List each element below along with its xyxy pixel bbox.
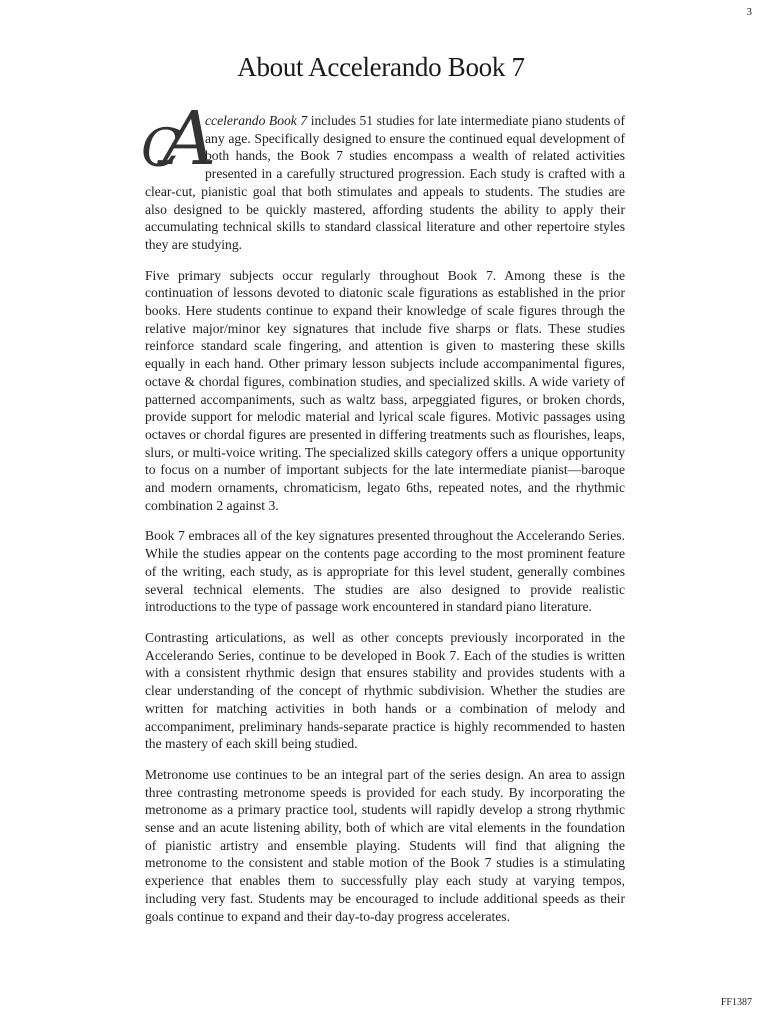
dropcap-letter — [141, 96, 205, 182]
paragraph-metronome: Metronome use continues to be an integral part of the series design. An area to assign three contrasting metronome speeds is provided for each study. By incorporating the metronome as a primary practice tool, students will rapidly develop a strong rhythmic sense and an acute listening ability, both of which are vital elements in the foundation of pianistic artistry and ensemble playing. Students will find that aligning the metronome to the consistent and stable motion of the Book 7 studies is a stimulating experience that enables them to successfully play each study at varying tempos, including very fast. Students may be encouraged to include additional speeds as their goals continue to expand and their day-to-day progress accelerates. — [145, 766, 625, 924]
catalog-code: FF1387 — [720, 997, 752, 1008]
paragraph-articulations: Contrasting articulations, as well as other concepts previously incorporated in the Accelerando Series, continue to be developed in Book 7. Each of the studies is written with a consistent rhythmic design that ensures stability and provides students with a clear understanding of the concept of rhythmic subdivision. Whether the studies are written for matching activities in both hands or a combination of melody and accompaniment, preliminary hands-separate practice is highly recommended to hasten the mastery of each skill being studied. — [145, 629, 625, 752]
article-body — [141, 96, 626, 938]
page-title: About Accelerando Book 7 — [237, 52, 525, 82]
book-title-italic: ccelerando Book 7 — [205, 113, 308, 128]
paragraph-primary-subjects: Five primary subjects occur regularly throughout Book 7. Among these is the continuation of lessons devoted to diatonic scale figurations as established in the prior books. Here students continue to expand their knowledge of scale figures through the relative major/minor key signatures that include five sharps or flats. These studies reinforce standard scale fingering, and attention is given to mastering these skills equally in each hand. Other primary lesson subjects include accompanimental figures, octave & chordal figures, combination studies, and specialized skills. A wide variety of patterned accompaniments, such as waltz bass, arpeggiated figures, or broken chords, provide support for melodic material and lyrical scale figures. Motivic passages using octaves or chordal figures are presented in differing treatments such as flourishes, leaps, slurs, or multi-voice writing. The specialized skills category offers a unique opportunity to focus on a number of important subjects for the late intermediate pianist—baroque and modern ornaments, chromaticism, legato 6ths, repeated notes, and the rhythmic combination 2 against 3. — [145, 267, 625, 513]
paragraph-intro-text: includes 51 studies for late intermediate piano students of any age. Specifically designed to ensure the continued equal development of both hands, the Book 7 studies encompass a wealth of related activities presented in a carefully structured progression. Each study is crafted with a clear-cut, pianistic goal that both stimulates and appeals to students. The studies are also designed to be quickly mastered, affording students the ability to apply their accumulating technical skills to standard classical literature and other repertoire styles they are studying. — [145, 113, 626, 252]
page-number: 3 — [746, 6, 752, 18]
dropcap-glyph: A — [162, 96, 199, 182]
paragraph-key-signatures: Book 7 embraces all of the key signatures presented throughout the Accelerando Series. While the studies appear on the contents page according to the most prominent feature of the writing, each study, as is appropriate for this level student, generally combines several technical elements. The studies are also designed to provide realistic introductions to the type of passage work encountered in standard piano literature. — [145, 528, 625, 615]
paragraph-intro — [141, 96, 626, 254]
dropcap-swash-ornament: C — [141, 119, 163, 179]
